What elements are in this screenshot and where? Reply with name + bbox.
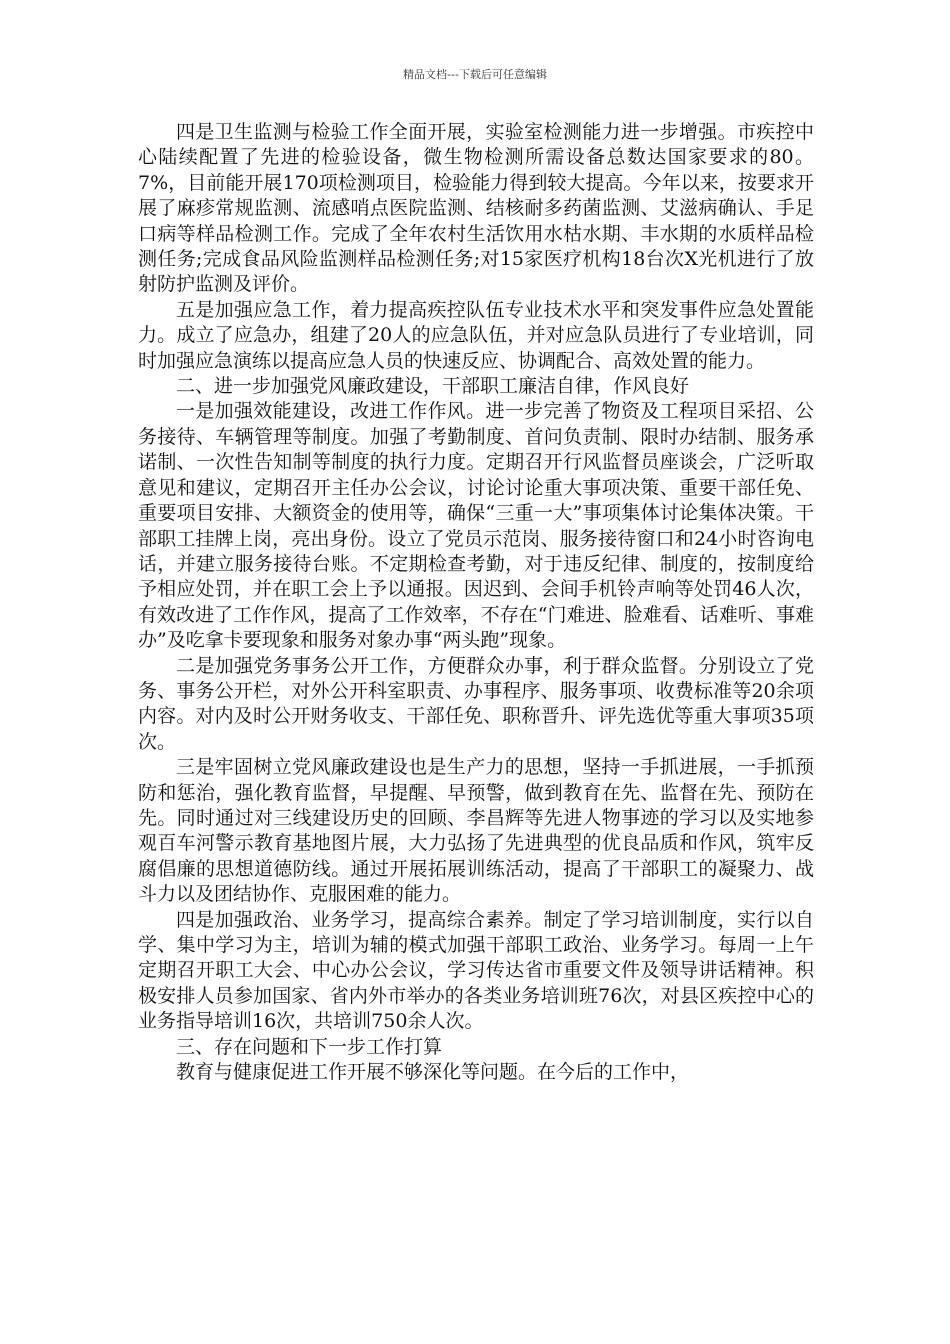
paragraph-next-steps: 教育与健康促进工作开展不够深化等问题。在今后的工作中，	[176, 1061, 690, 1084]
paragraph-lab-testing: 四是卫生监测与检验工作全面开展，实验室检测能力进一步增强。市疾控中心陆续配置了先进的检验设备，微生物检测所需设备总数达国家要求的80。7%，目前能开展170项检测项目，检验能力得到较大提高。今年以来，按要求开展了麻疹常规监测、流感哨点医院监测、结核耐多药菌监测、艾滋病确认、手足口病等样品检测工作。完成了全年农村生活饮用水枯水期、丰水期的水质样品检测任务;完成食品风险监测样品检测任务;对15家医疗机构18台次X光机进行了放射防护监测及评价。	[138, 121, 814, 296]
paragraph-emergency: 五是加强应急工作，着力提高疾控队伍专业技术水平和突发事件应急处置能力。成立了应急办，组建了20人的应急队伍，并对应急队员进行了专业培训，同时加强应急演练以提高应急人员的快速反应、协调配合、高效处置的能力。	[138, 298, 814, 372]
paragraph-anticorruption: 三是牢固树立党风廉政建设也是生产力的思想，坚持一手抓进展，一手抓预防和惩治，强化教育监督，早提醒、早预警，做到教育在先、监督在先、预防在先。同时通过对三线建设历史的回顾、李昌辉等先进人物事迹的学习以及实地参观百车河警示教育基地图片展，大力弘扬了先进典型的优良品质和作风，筑牢反腐倡廉的思想道德防线。通过开展拓展训练活动，提高了干部职工的凝聚力、战斗力以及团结协作、克服困难的能力。	[138, 756, 814, 906]
section-heading-problems: 三、存在问题和下一步工作打算	[176, 1035, 443, 1058]
paragraph-transparency: 二是加强党务事务公开工作，方便群众办事，利于群众监督。分别设立了党务、事务公开栏，对外公开科室职责、办事程序、服务事项、收费标准等20余项内容。对内及时公开财务收支、干部任免、职称晋升、评先选优等重大事项35项次。	[138, 654, 814, 753]
section-heading-integrity: 二、进一步加强党风廉政建设，干部职工廉洁自律，作风良好	[176, 375, 690, 398]
paragraph-efficiency: 一是加强效能建设，改进工作作风。进一步完善了物资及工程项目采招、公务接待、车辆管理等制度。加强了考勤制度、首问负责制、限时办结制、服务承诺制、一次性告知制等制度的执行力度。定期召开行风监督员座谈会，广泛听取意见和建议，定期召开主任办公会议，讨论讨论重大事项决策、重要干部任免、重要项目安排、大额资金的使用等，确保“三重一大”事项集体讨论集体决策。干部职工挂牌上岗，亮出身份。设立了党员示范岗、服务接待窗口和24小时咨询电话，并建立服务接待台账。不定期检查考勤，对于违反纪律、制度的，按制度给予相应处罚，并在职工会上予以通报。因迟到、会间手机铃声响等处罚46人次，有效改进了工作作风，提高了工作效率，不存在“门难进、脸难看、话难听、事难办”及吃拿卡要现象和服务对象办事“两头跑”现象。	[138, 400, 814, 652]
page-header: 精品文档---下载后可任意编辑	[403, 68, 547, 81]
document-body	[138, 120, 814, 1085]
paragraph-study: 四是加强政治、业务学习，提高综合素养。制定了学习培训制度，实行以自学、集中学习为主，培训为辅的模式加强干部职工政治、业务学习。每周一上午定期召开职工大会、中心办公会议，学习传达省市重要文件及领导讲话精神。积极安排人员参加国家、省内外市举办的各类业务培训班76次，对县区疾控中心的业务指导培训16次，共培训750余人次。	[138, 908, 814, 1033]
